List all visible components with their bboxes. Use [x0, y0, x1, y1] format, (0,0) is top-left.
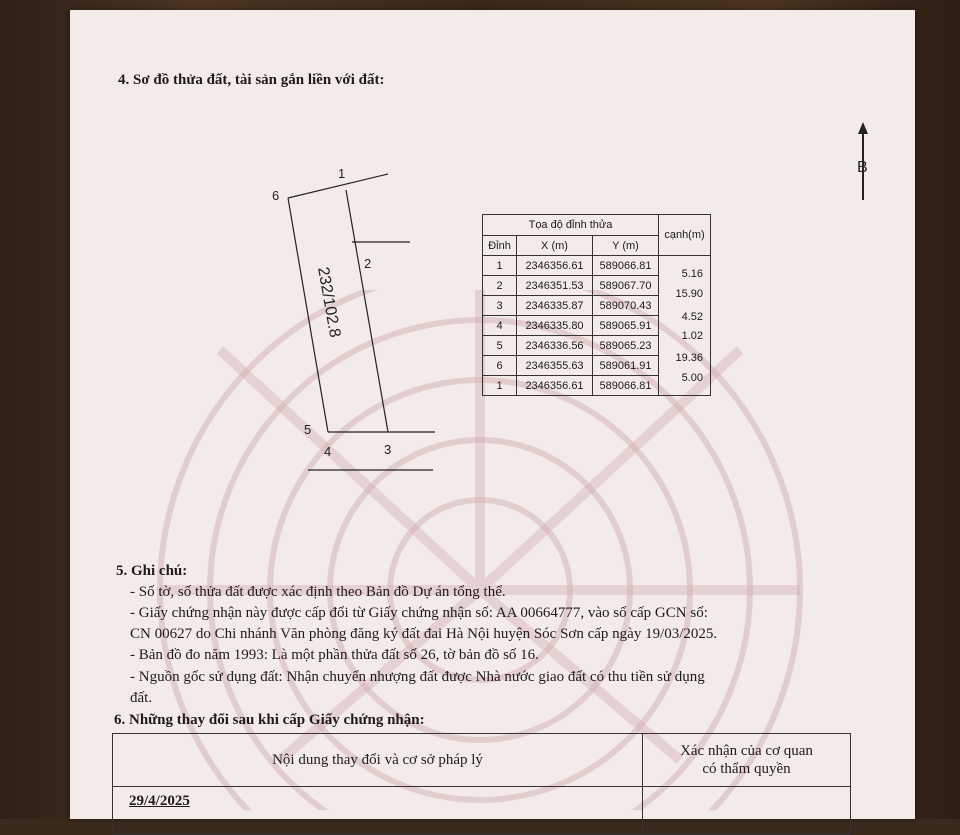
parcel-right-edge: [346, 190, 388, 432]
note-line: - Số tờ, số thửa đất được xác định theo Bản đồ Dự án tổng thể.: [130, 584, 506, 600]
edge-value: 5.00: [681, 372, 703, 384]
section-5-title: 5. Ghi chú:: [116, 563, 188, 579]
y-header: Y (m): [593, 236, 659, 256]
vertex-label-6: 6: [272, 188, 280, 203]
edge-value: 19.36: [675, 352, 703, 364]
edge-value: 4.52: [681, 311, 703, 323]
coordinate-table: [482, 214, 711, 396]
note-line: đất.: [130, 690, 153, 706]
edge-header: cạnh(m): [659, 215, 711, 256]
north-arrow-icon: [850, 120, 880, 210]
table-row: 3 2346335.87 589070.43: [483, 296, 711, 316]
vertex-label-5: 5: [304, 422, 312, 437]
table-row: 1 2346356.61 589066.81 5.16 15.90 4.52 1.02 19.36 5.00: [483, 256, 711, 276]
changes-authority-header: Xác nhận của cơ quan có thẩm quyền: [643, 734, 851, 787]
note-line: - Bản đồ đo năm 1993: Là một phần thửa đất số 26, tờ bản đồ số 16.: [130, 647, 539, 663]
note-line: - Giấy chứng nhận này được cấp đổi từ Giấy chứng nhận số: AA 00664777, vào sổ cấp GCN số:: [130, 605, 708, 621]
x-header: X (m): [517, 236, 593, 256]
changes-content-header: Nội dung thay đổi và cơ sở pháp lý: [113, 734, 643, 787]
table-row: 2 2346351.53 589067.70: [483, 276, 711, 296]
edge-value: 1.02: [681, 330, 703, 342]
changes-table: [112, 733, 851, 835]
parcel-area-label: 232/102.8: [314, 265, 344, 339]
table-row: 1 2346356.61 589066.81: [483, 376, 711, 396]
vertex-label-2: 2: [364, 256, 372, 271]
changes-entry-date-cell: [113, 787, 643, 835]
table-row: 6 2346355.63 589061.91: [483, 356, 711, 376]
edge-column: [659, 256, 711, 396]
parcel-sketch: [260, 160, 450, 480]
vertex-label-3: 3: [384, 442, 392, 457]
table-title: Tọa độ đỉnh thửa: [483, 215, 659, 236]
note-line: - Nguồn gốc sử dụng đất: Nhận chuyển nhượng đất được Nhà nước giao đất có thu tiền sử dụng: [130, 669, 705, 685]
section-4-title: 4. Sơ đồ thửa đất, tài sản gắn liền với đất:: [118, 72, 385, 88]
north-label: B: [857, 159, 868, 176]
table-row: 4 2346335.80 589065.91: [483, 316, 711, 336]
certificate-page: [70, 10, 915, 819]
section-6-title: 6. Những thay đổi sau khi cấp Giấy chứng nhận:: [114, 712, 425, 728]
changes-entry-authority-cell: [643, 787, 851, 835]
edge-value: 5.16: [681, 268, 703, 280]
parcel-left-edge: [288, 198, 328, 432]
vertex-header: Đỉnh: [483, 236, 517, 256]
vertex-label-1: 1: [338, 166, 346, 181]
table-row: 5 2346336.56 589065.23: [483, 336, 711, 356]
edge-value: 15.90: [675, 288, 703, 300]
vertex-label-4: 4: [324, 444, 332, 459]
entry-date: 29/4/2025: [129, 793, 190, 809]
note-line: CN 00627 do Chi nhánh Văn phòng đăng ký đất đai Hà Nội huyện Sóc Sơn cấp ngày 19/03/2025.: [130, 626, 718, 642]
